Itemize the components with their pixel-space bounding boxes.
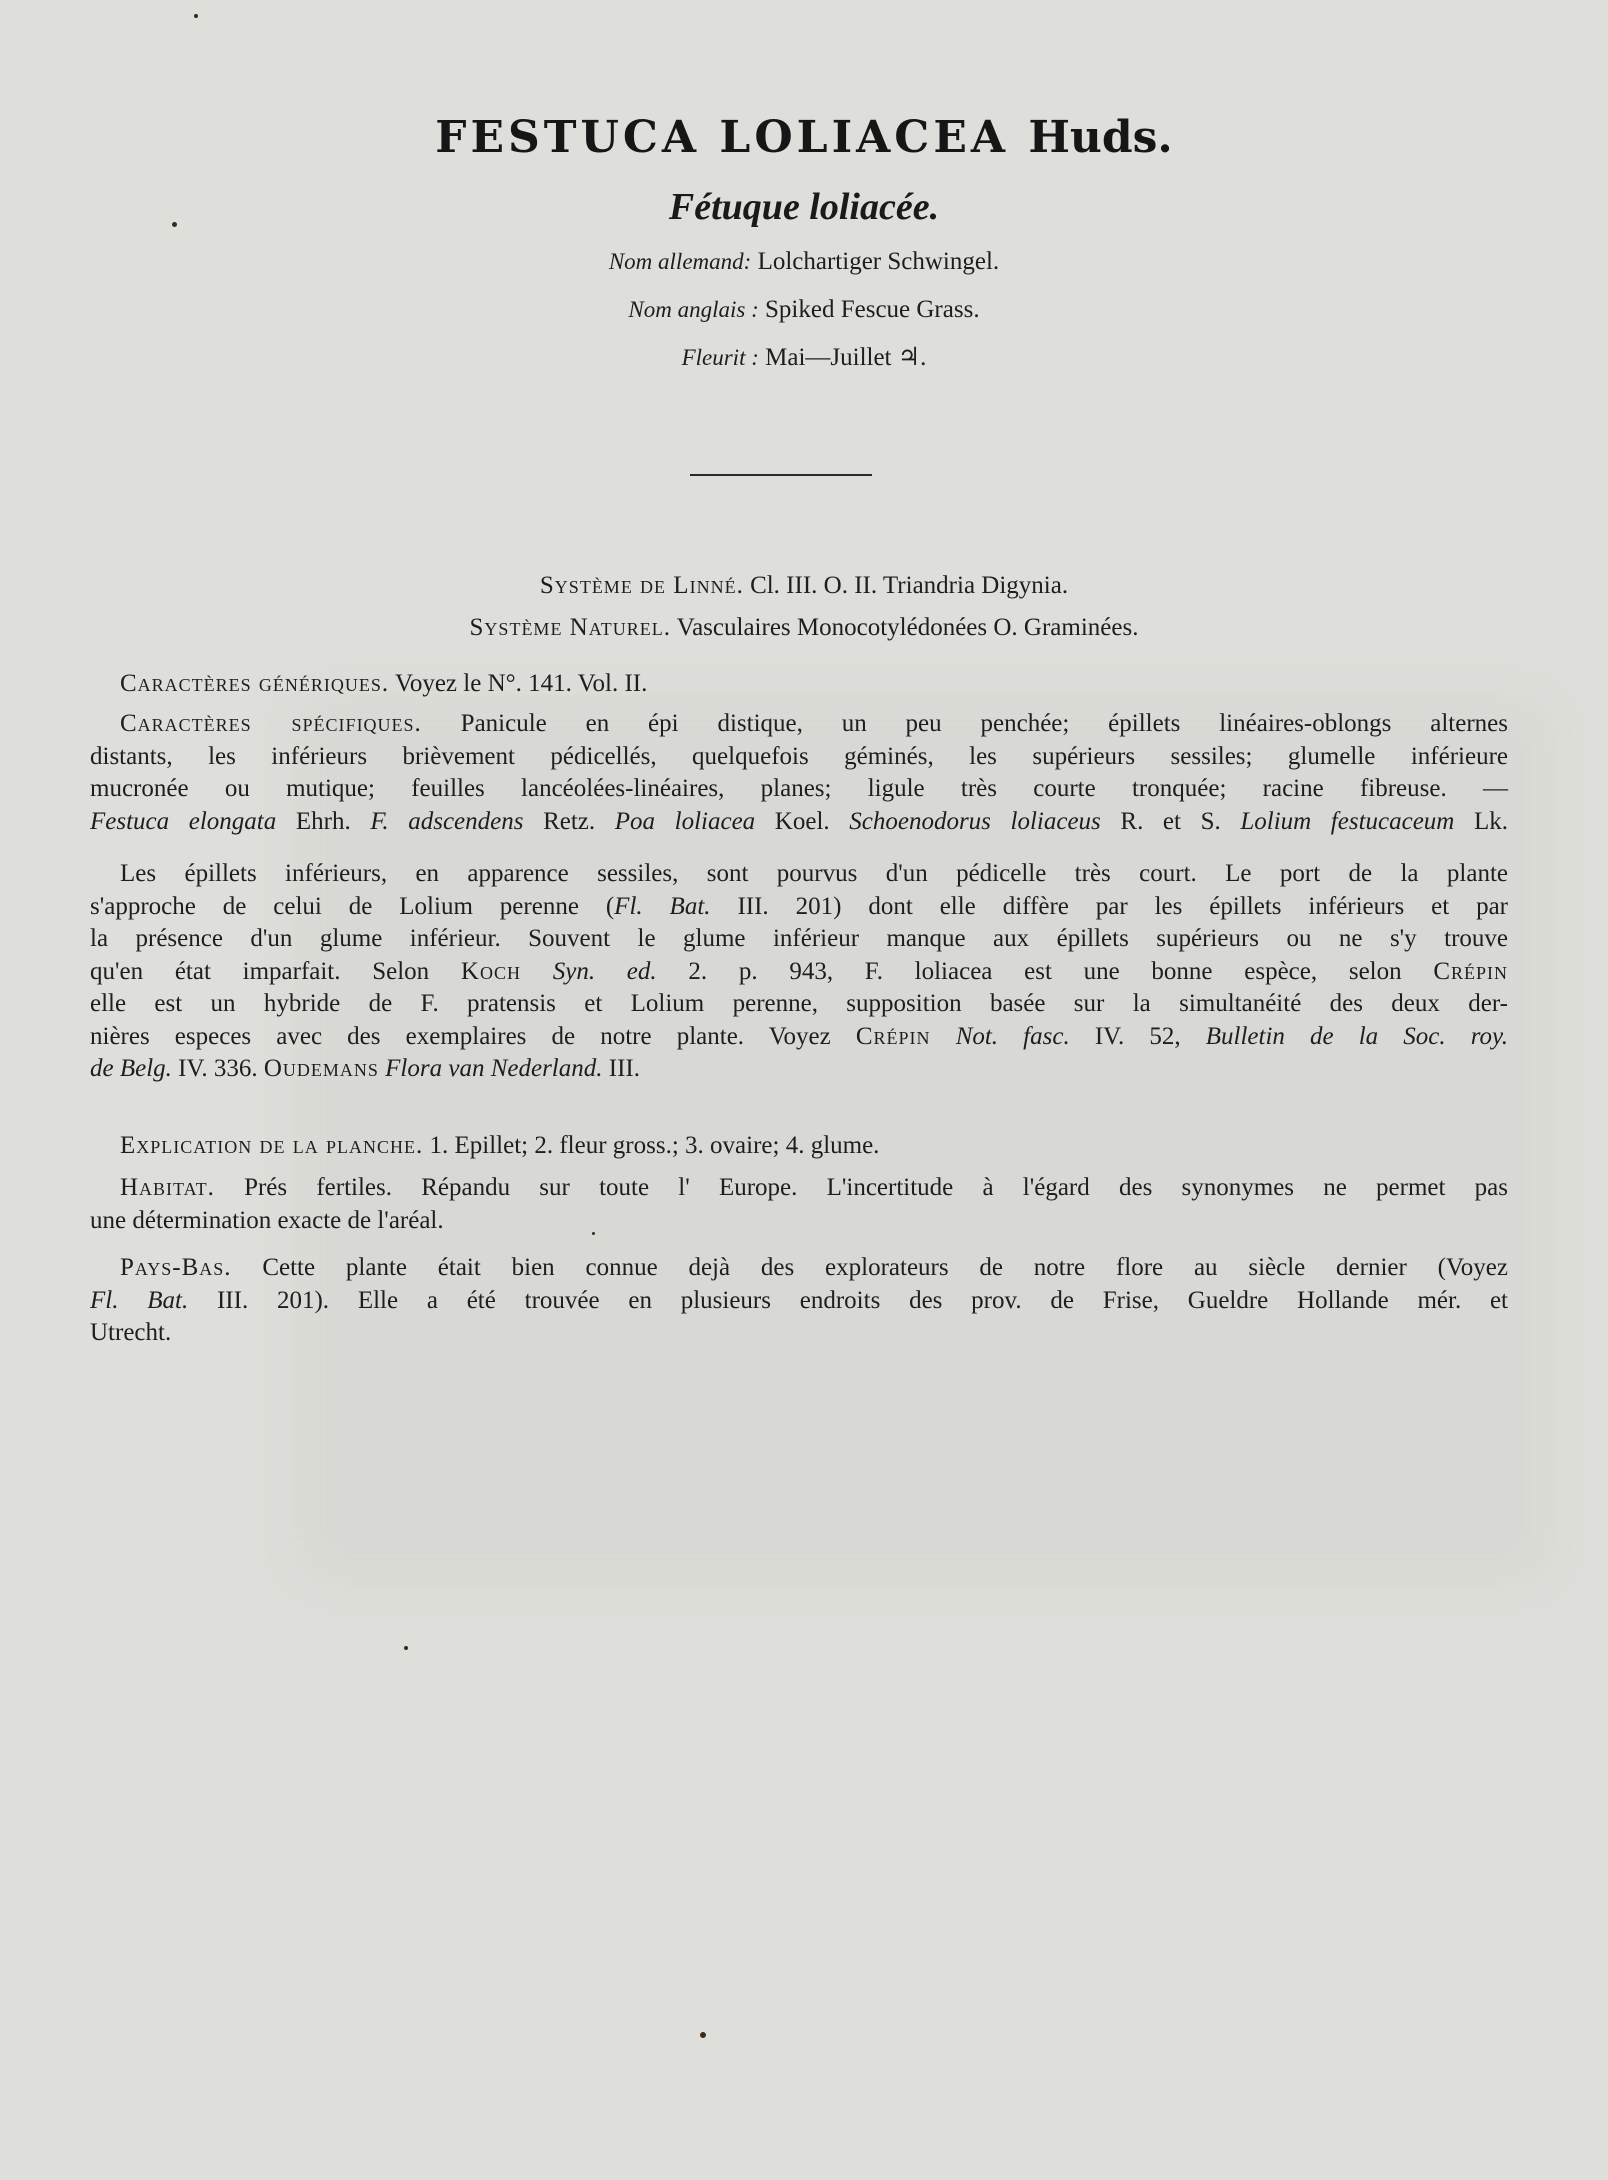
habitat-label: Habitat. [120, 1174, 215, 1201]
remarks-paragraph [90, 858, 1508, 1086]
remarks-line-6: nières especes avec des exemplaires de notre plante. Voyez Crépin Not. fasc. IV. 52, Bulletin de la Soc. roy. [90, 1022, 1509, 1050]
naturel-value: Vasculaires Monocotylédonées O. Graminées. [676, 614, 1139, 641]
divider-rule [690, 474, 872, 476]
plate-explanation [90, 1130, 1508, 1163]
specific-characters [90, 708, 1508, 838]
remarks-line-2: s'approche de celui de Lolium perenne (Fl. Bat. III. 201) dont elle diffère par les épillets inférieurs et par [90, 892, 1509, 920]
paper-speck [194, 14, 198, 18]
paper-speck [700, 2032, 706, 2038]
netherlands-line-2: Fl. Bat. III. 201). Elle a été trouvée en plusieurs endroits des prov. de Frise, Gueldre Hollande mér. et [90, 1286, 1509, 1314]
specific-line-2: distants, les inférieurs brièvement pédicellés, quelquefois géminés, les supérieurs sessiles; glumelle inférieure [90, 742, 1508, 770]
page-title [0, 112, 1608, 163]
synonyms-line: Festuca elongata Ehrh. F. adscendens Retz. Poa loliacea Koel. Schoenodorus loliaceus R. et S. Lolium festucaceum Lk. [90, 807, 1508, 835]
german-name-value: Lolchartiger Schwingel. [757, 248, 1000, 275]
title-genus-species: FESTUCA LOLIACEA [435, 112, 1009, 163]
netherlands-line-3: Utrecht. [90, 1319, 172, 1346]
title-author: Huds. [1028, 112, 1173, 163]
paper-speck [172, 222, 177, 227]
french-name: Fétuque loliacée. [668, 186, 940, 228]
german-name-line [0, 248, 1608, 276]
paper-speck [592, 1232, 595, 1235]
remarks-line-7: de Belg. IV. 336. Oudemans Flora van Nederland. III. [90, 1055, 640, 1082]
remarks-line-4: qu'en état imparfait. Selon Koch Syn. ed. 2. p. 943, F. loliacea est une bonne espèce, selon Crépin [90, 957, 1509, 985]
natural-system-line [0, 614, 1608, 642]
naturel-label: Système Naturel. [469, 614, 671, 641]
specific-label: Caractères spécifiques. [120, 710, 422, 737]
paper-speck [404, 1646, 408, 1650]
netherlands-paragraph [90, 1252, 1508, 1350]
specific-line-3: mucronée ou mutique; feuilles lancéolées-linéaires, planes; ligule très courte tronquée; racine fibreuse. — [90, 775, 1508, 802]
specific-line-1: Caractères spécifiques. Panicule en épi distique, un peu penchée; épillets linéaires-oblongs alternes [120, 710, 1508, 737]
linne-system-line [0, 572, 1608, 600]
english-name-value: Spiked Fescue Grass. [765, 296, 980, 323]
remarks-line-3: la présence d'un glume inférieur. Souvent le glume inférieur manque aux épillets supérieurs ou ne s'y trouve [90, 925, 1508, 952]
german-name-label: Nom allemand: [608, 249, 752, 274]
netherlands-line-1: Pays-Bas. Cette plante était bien connue dejà des explorateurs de notre flore au siècle dernier (Voyez [120, 1254, 1509, 1281]
flowering-value: Mai—Juillet ♃. [765, 344, 927, 371]
linne-value: Cl. III. O. II. Triandria Digynia. [750, 572, 1069, 599]
flowering-line [0, 342, 1608, 372]
linne-label: Système de Linné. [539, 572, 744, 599]
remarks-line-5: elle est un hybride de F. pratensis et Lolium perenne, supposition basée sur la simultanéité des deux der- [90, 990, 1508, 1017]
habitat-line-1: Habitat. Prés fertiles. Répandu sur toute l' Europe. L'incertitude à l'égard des synonymes ne permet pas [120, 1174, 1508, 1201]
remarks-line-1: Les épillets inférieurs, en apparence sessiles, sont pourvus d'un pédicelle très court. Le port de la plante [120, 860, 1508, 887]
explication-value: 1. Epillet; 2. fleur gross.; 3. ovaire; 4. glume. [429, 1132, 880, 1159]
explication-label: Explication de la planche. [120, 1132, 424, 1159]
english-name-label: Nom anglais : [628, 297, 759, 322]
generic-characters [90, 668, 1508, 701]
generic-label: Caractères génériques. [120, 670, 390, 697]
generic-value: Voyez le N°. 141. Vol. II. [395, 670, 648, 697]
habitat-paragraph [90, 1172, 1508, 1237]
habitat-line-2: une détermination exacte de l'aréal. [90, 1206, 444, 1234]
english-name-line [0, 296, 1608, 324]
netherlands-label: Pays-Bas. [120, 1254, 232, 1281]
flowering-label: Fleurit : [681, 345, 759, 370]
